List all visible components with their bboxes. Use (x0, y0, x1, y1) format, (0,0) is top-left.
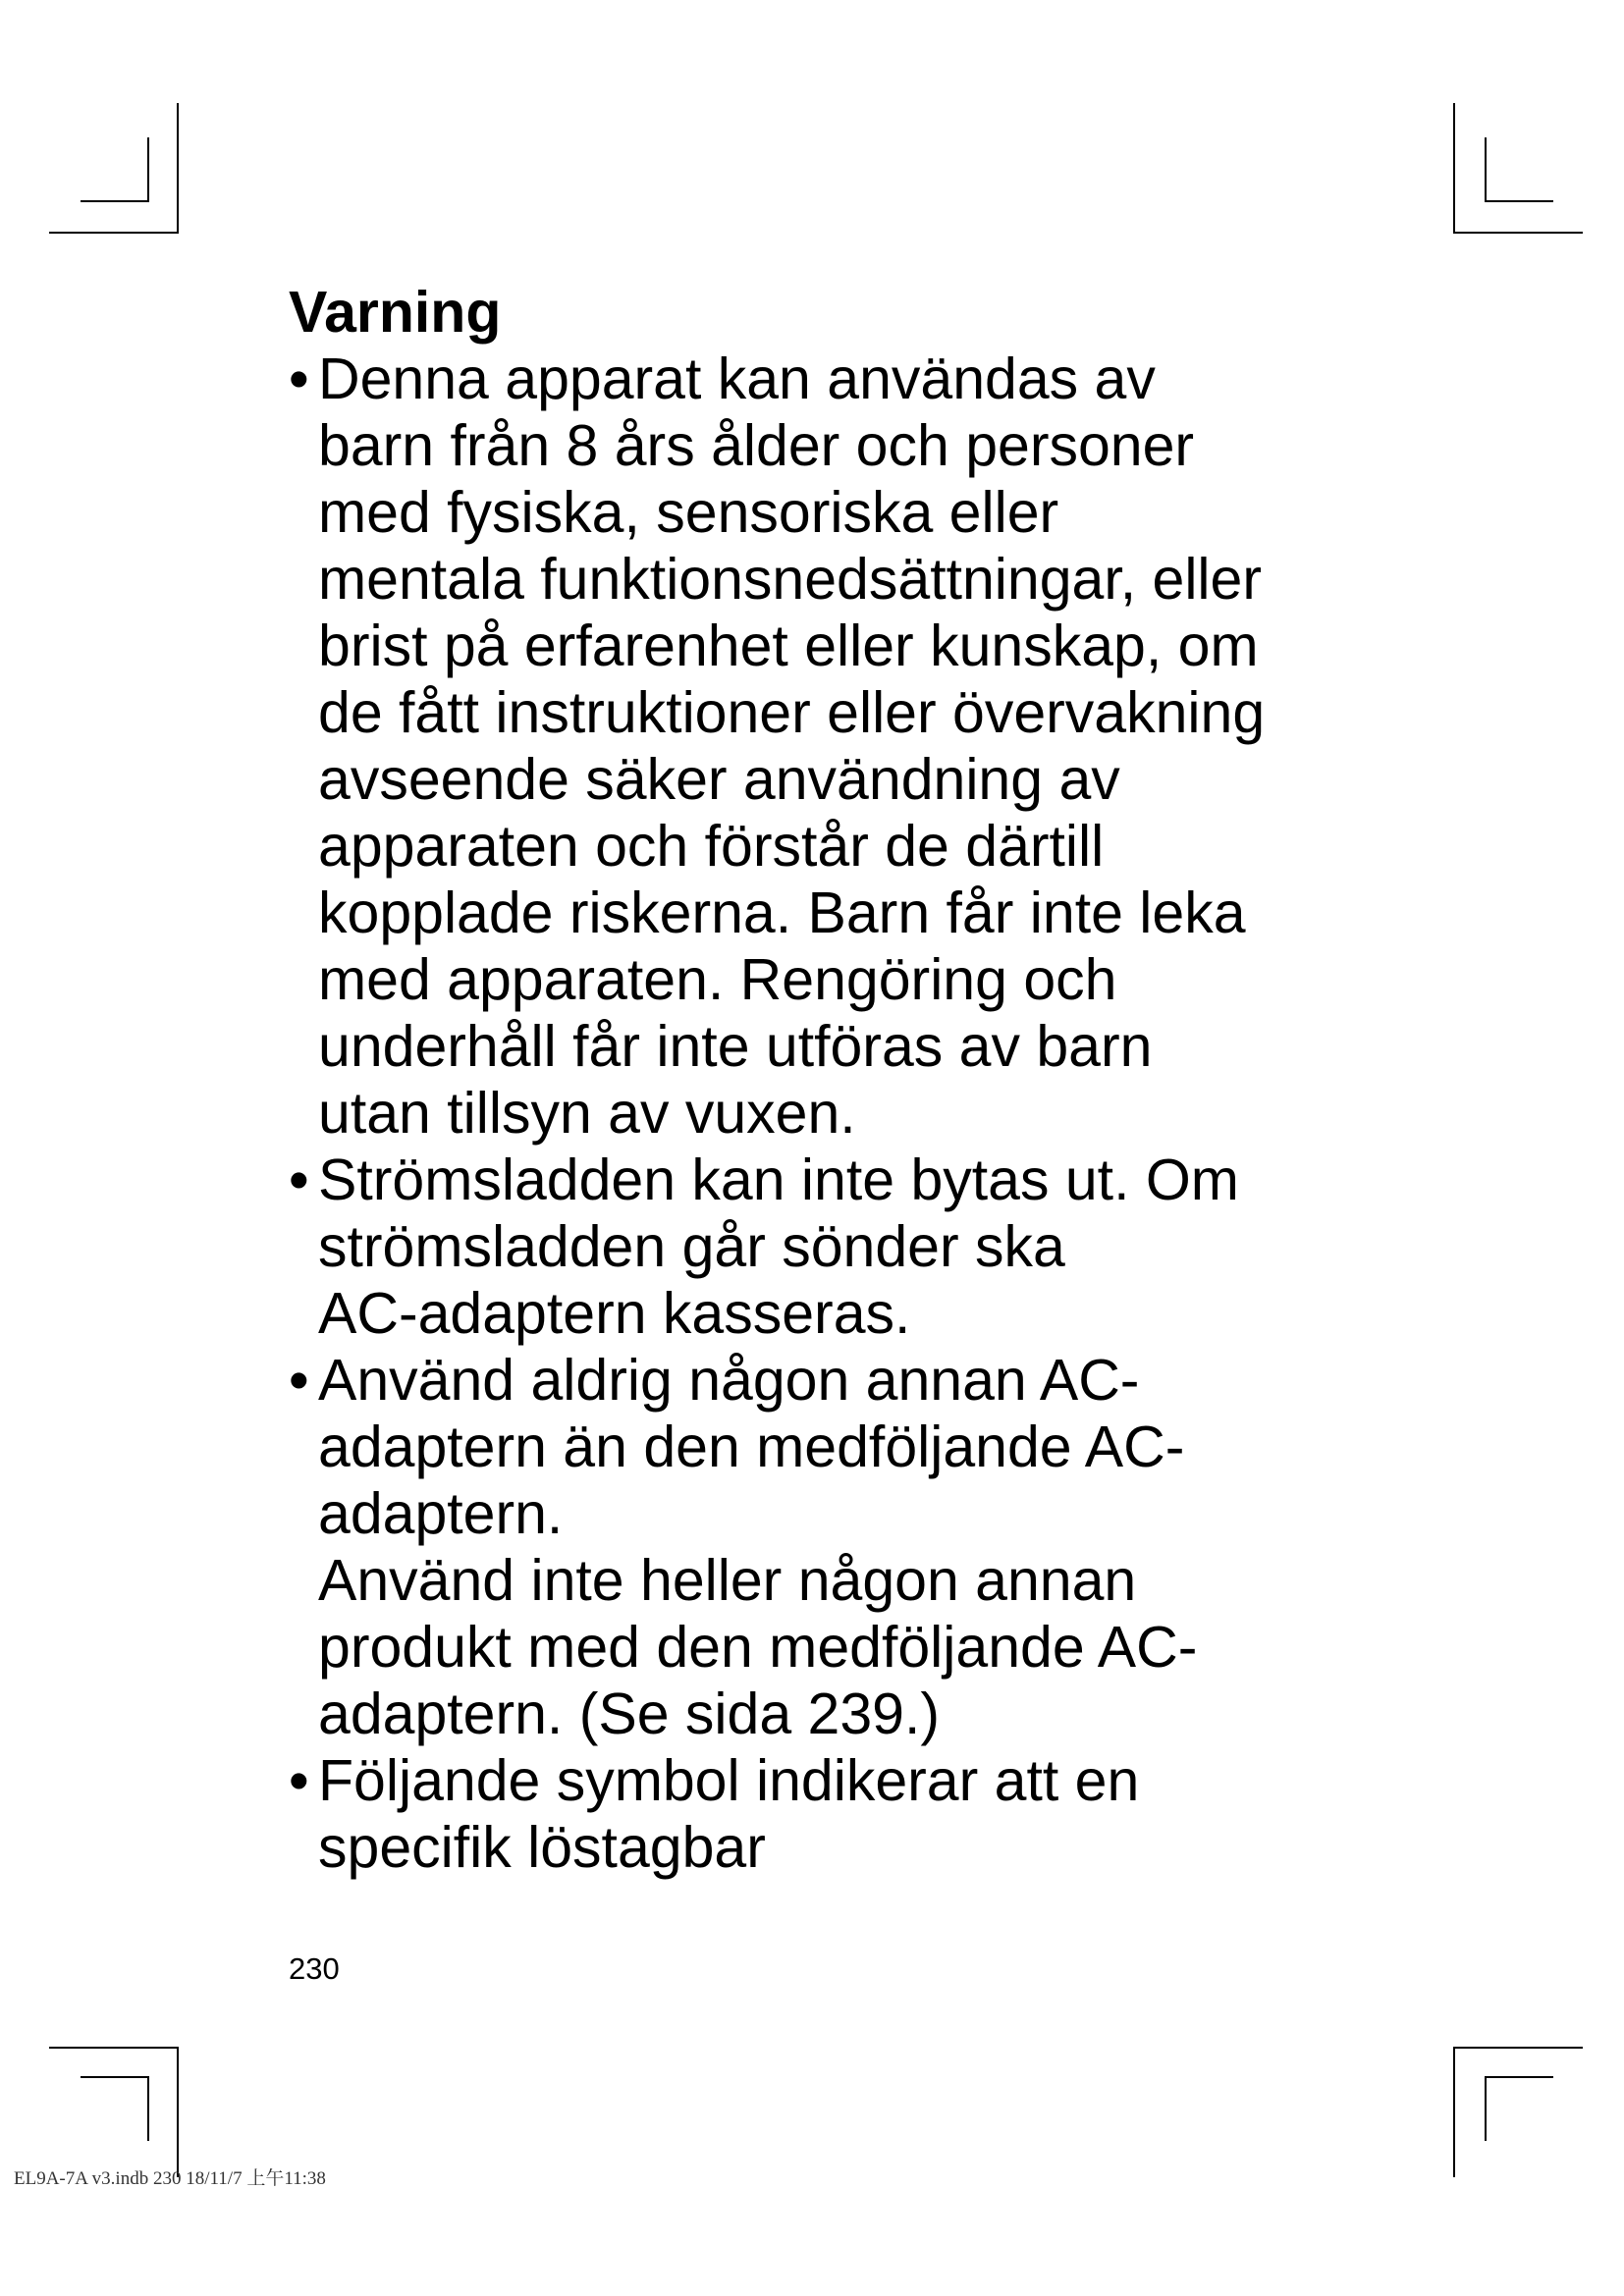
warning-line: adaptern. (Se sida 239.) (318, 1682, 941, 1746)
warning-line: Använd inte heller någon annan (318, 1548, 1137, 1613)
warning-line: AC-adaptern kasseras. (318, 1281, 911, 1346)
print-slug: EL9A-7A v3.indb 230 18/11/7 上午11:38 (14, 2168, 326, 2189)
bullet-icon: • (289, 1148, 309, 1212)
warning-line: Följande symbol indikerar att en (318, 1748, 1140, 1813)
warning-line: kopplade riskerna. Barn får inte leka (318, 881, 1246, 945)
warning-line: med apparaten. Rengöring och (318, 947, 1117, 1012)
bullet-icon: • (289, 347, 309, 411)
warning-line: strömsladden går sönder ska (318, 1214, 1065, 1279)
warning-line: adaptern än den medföljande AC- (318, 1415, 1185, 1479)
crop-mark-bottom-left-inner-vertical (147, 2076, 149, 2141)
warning-line: mentala funktionsnedsättningar, eller (318, 547, 1262, 612)
warning-line: specifik löstagbar (318, 1815, 766, 1880)
warning-line: de fått instruktioner eller övervakning (318, 680, 1266, 745)
crop-mark-top-right-inner-horizontal (1485, 200, 1553, 202)
page-number: 230 (289, 1951, 340, 1986)
warning-line: produkt med den medföljande AC- (318, 1615, 1198, 1680)
warning-heading: Varning (289, 280, 502, 345)
crop-mark-bottom-left-inner-horizontal (81, 2076, 149, 2078)
crop-mark-bottom-right-inner-horizontal (1485, 2076, 1553, 2078)
bullet-icon: • (289, 1348, 309, 1413)
warning-line: brist på erfarenhet eller kunskap, om (318, 614, 1259, 678)
warning-line: Strömsladden kan inte bytas ut. Om (318, 1148, 1239, 1212)
warning-line: avseende säker användning av (318, 747, 1120, 812)
crop-mark-bottom-right-inner-vertical (1485, 2076, 1487, 2141)
warning-line: Denna apparat kan användas av (318, 347, 1156, 411)
warning-line: Använd aldrig någon annan AC- (318, 1348, 1140, 1413)
warning-line: utan tillsyn av vuxen. (318, 1081, 856, 1146)
warning-line: barn från 8 års ålder och personer (318, 413, 1195, 478)
bullet-icon: • (289, 1748, 309, 1813)
crop-mark-bottom-right-horizontal (1453, 2047, 1583, 2049)
crop-mark-bottom-right-vertical (1453, 2047, 1455, 2177)
crop-mark-top-left-vertical (177, 103, 179, 234)
crop-mark-top-right-horizontal (1453, 232, 1583, 234)
warning-item (289, 1347, 1369, 1747)
warning-item (289, 1147, 1369, 1347)
warning-item (289, 1747, 1369, 1881)
crop-mark-bottom-left-horizontal (49, 2047, 179, 2049)
warning-line: med fysiska, sensoriska eller (318, 480, 1059, 545)
warning-line: apparaten och förstår de därtill (318, 814, 1105, 879)
crop-mark-top-left-inner-horizontal (81, 200, 149, 202)
crop-mark-top-right-vertical (1453, 103, 1455, 234)
crop-mark-top-right-inner-vertical (1485, 137, 1487, 202)
crop-mark-bottom-left-vertical (177, 2047, 179, 2177)
crop-mark-top-left-horizontal (49, 232, 179, 234)
warning-item (289, 346, 1369, 1147)
crop-mark-top-left-inner-vertical (147, 137, 149, 202)
warning-line: underhåll får inte utföras av barn (318, 1014, 1153, 1079)
warning-line: adaptern. (318, 1481, 564, 1546)
warning-list (289, 346, 1369, 1881)
